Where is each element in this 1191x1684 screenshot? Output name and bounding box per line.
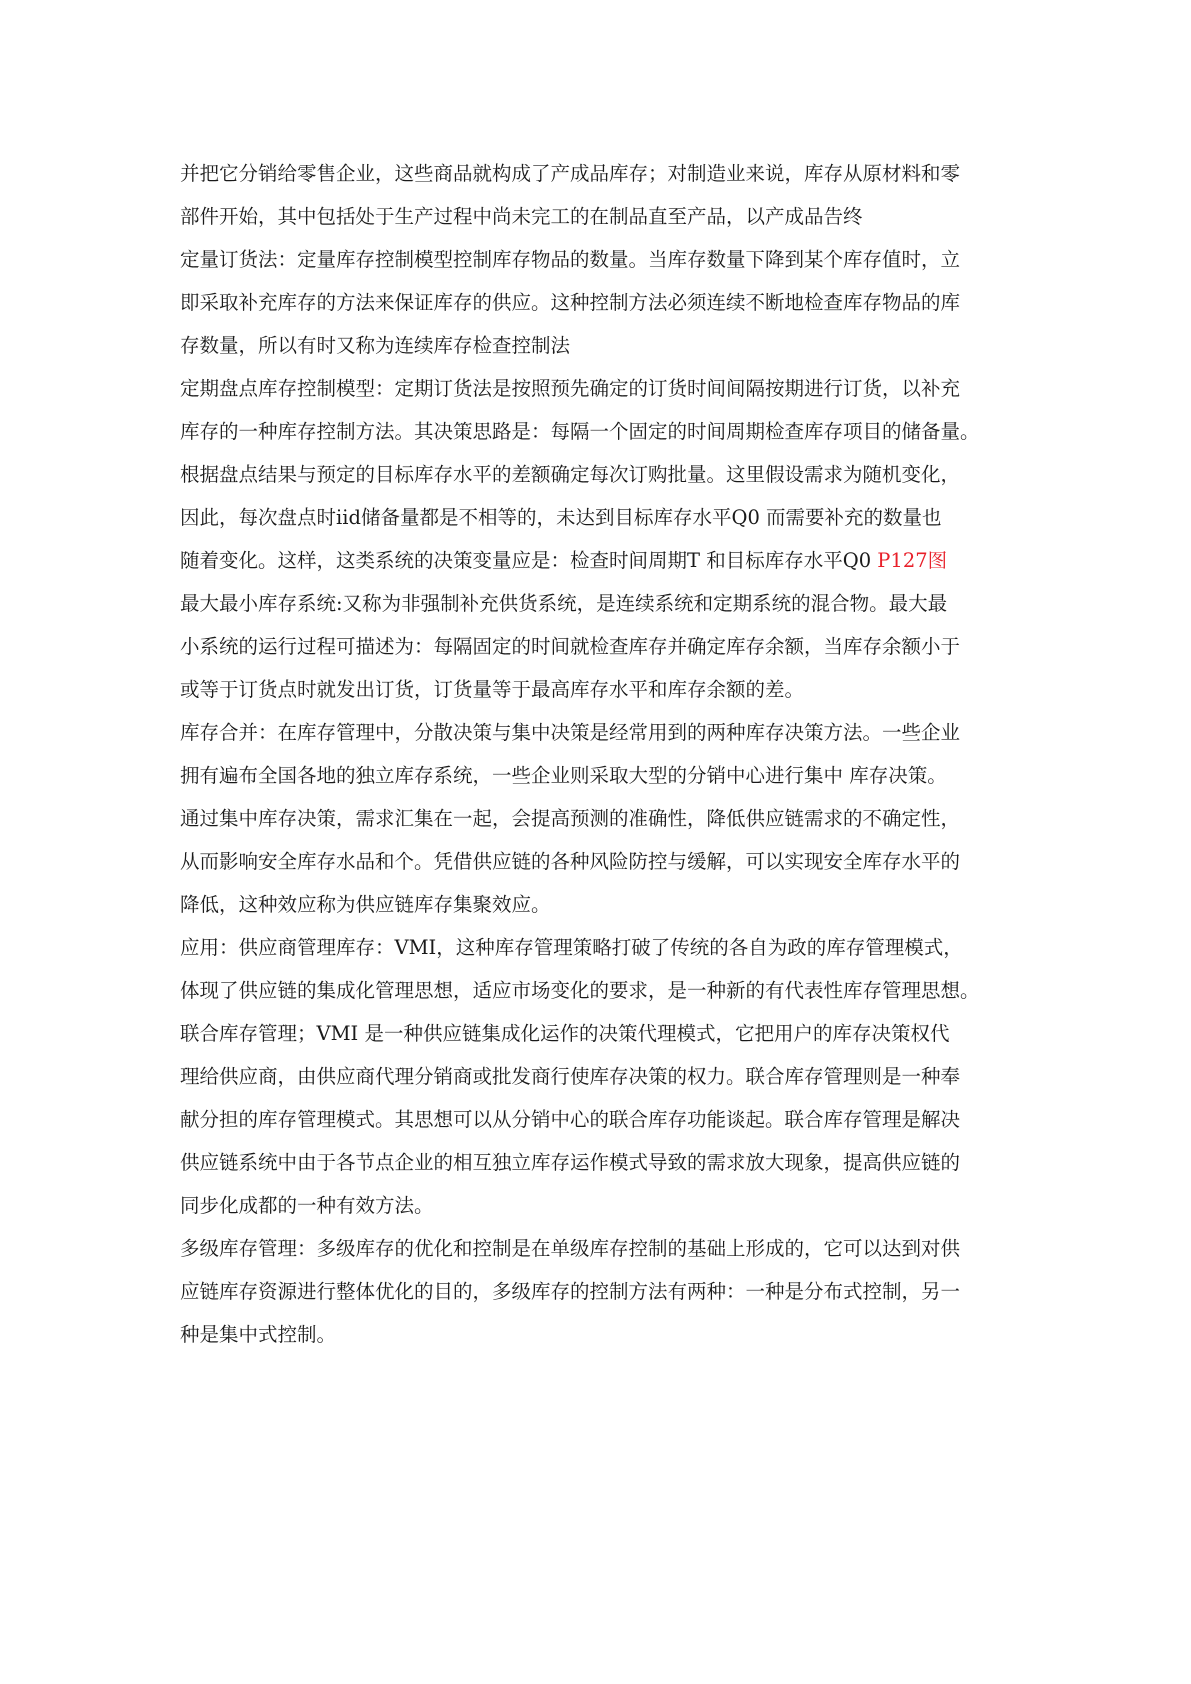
text-line: 定量订货法：定量库存控制模型控制库存物品的数量。当库存数量下降到某个库存值时，立	[180, 248, 961, 271]
text-line: 降低，这种效应称为供应链库存集聚效应。	[180, 893, 551, 916]
text-line: 献分担的库存管理模式。其思想可以从分销中心的联合库存功能谈起。联合库存管理是解决	[180, 1108, 961, 1131]
paragraph-multi-echelon-inventory	[180, 1227, 1020, 1356]
text-line: 存数量，所以有时又称为连续库存检查控制法	[180, 334, 571, 357]
text-line: 同步化成都的一种有效方法。	[180, 1194, 434, 1217]
text-line: 定期盘点库存控制模型：定期订货法是按照预先确定的订货时间间隔按期进行订货，以补充	[180, 377, 961, 400]
text-line-with-reference	[180, 539, 1020, 582]
text-line: 应用：供应商管理库存：VMI，这种库存管理策略打破了传统的各自为政的库存管理模式，	[180, 936, 963, 959]
text-line: 种是集中式控制。	[180, 1323, 337, 1346]
paragraph-periodic-review-model	[180, 367, 1020, 582]
text-line: 联合库存管理；VMI 是一种供应链集成化运作的决策代理模式，它把用户的库存决策权代	[180, 1022, 950, 1045]
text-line: 小系统的运行过程可描述为：每隔固定的时间就检查库存并确定库存余额，当库存余额小于	[180, 635, 961, 658]
text-line: 因此，每次盘点时iid储备量都是不相等的，未达到目标库存水平Q0 而需要补充的数量也	[180, 506, 942, 529]
paragraph-min-max-system	[180, 582, 1020, 711]
text-line: 体现了供应链的集成化管理思想，适应市场变化的要求，是一种新的有代表性库存管理思想。	[180, 979, 980, 1002]
text-line: 理给供应商，由供应商代理分销商或批发商行使库存决策的权力。联合库存管理则是一种奉	[180, 1065, 961, 1088]
text-line: 部件开始，其中包括处于生产过程中尚未完工的在制品直至产品，以产成品告终	[180, 205, 863, 228]
text-line: 拥有遍布全国各地的独立库存系统，一些企业则采取大型的分销中心进行集中 库存决策。	[180, 764, 947, 787]
paragraph-vmi-joint-inventory	[180, 926, 1020, 1227]
text-line: 从而影响安全库存水品和个。凭借供应链的各种风险防控与缓解，可以实现安全库存水平的	[180, 850, 961, 873]
text-line: 应链库存资源进行整体优化的目的，多级库存的控制方法有两种：一种是分布式控制，另一	[180, 1280, 961, 1303]
text-line: 供应链系统中由于各节点企业的相互独立库存运作模式导致的需求放大现象，提高供应链的	[180, 1151, 961, 1174]
text-line: 库存的一种库存控制方法。其决策思路是：每隔一个固定的时间周期检查库存项目的储备量。	[180, 420, 980, 443]
text-line: 即采取补充库存的方法来保证库存的供应。这种控制方法必须连续不断地检查库存物品的库	[180, 291, 961, 314]
figure-reference: P127图	[877, 549, 948, 572]
text-line: 库存合并：在库存管理中，分散决策与集中决策是经常用到的两种库存决策方法。一些企业	[180, 721, 961, 744]
text-line: 并把它分销给零售企业，这些商品就构成了产成品库存；对制造业来说，库存从原材料和零	[180, 162, 961, 185]
paragraph-fixed-quantity-ordering	[180, 238, 1020, 367]
text-line: 通过集中库存决策，需求汇集在一起，会提高预测的准确性，降低供应链需求的不确定性，	[180, 807, 961, 830]
text-segment: 随着变化。这样，这类系统的决策变量应是：检查时间周期T 和目标库存水平Q0	[180, 549, 878, 572]
text-line: 多级库存管理：多级库存的优化和控制是在单级库存控制的基础上形成的，它可以达到对供	[180, 1237, 961, 1260]
text-line: 或等于订货点时就发出订货，订货量等于最高库存水平和库存余额的差。	[180, 678, 805, 701]
text-line: 根据盘点结果与预定的目标库存水平的差额确定每次订购批量。这里假设需求为随机变化，	[180, 463, 961, 486]
paragraph-inventory-pooling	[180, 711, 1020, 926]
text-line: 最大最小库存系统:又称为非强制补充供货系统，是连续系统和定期系统的混合物。最大最	[180, 592, 948, 615]
document-body	[180, 152, 1020, 1356]
paragraph-finished-goods-inventory	[180, 152, 1020, 238]
